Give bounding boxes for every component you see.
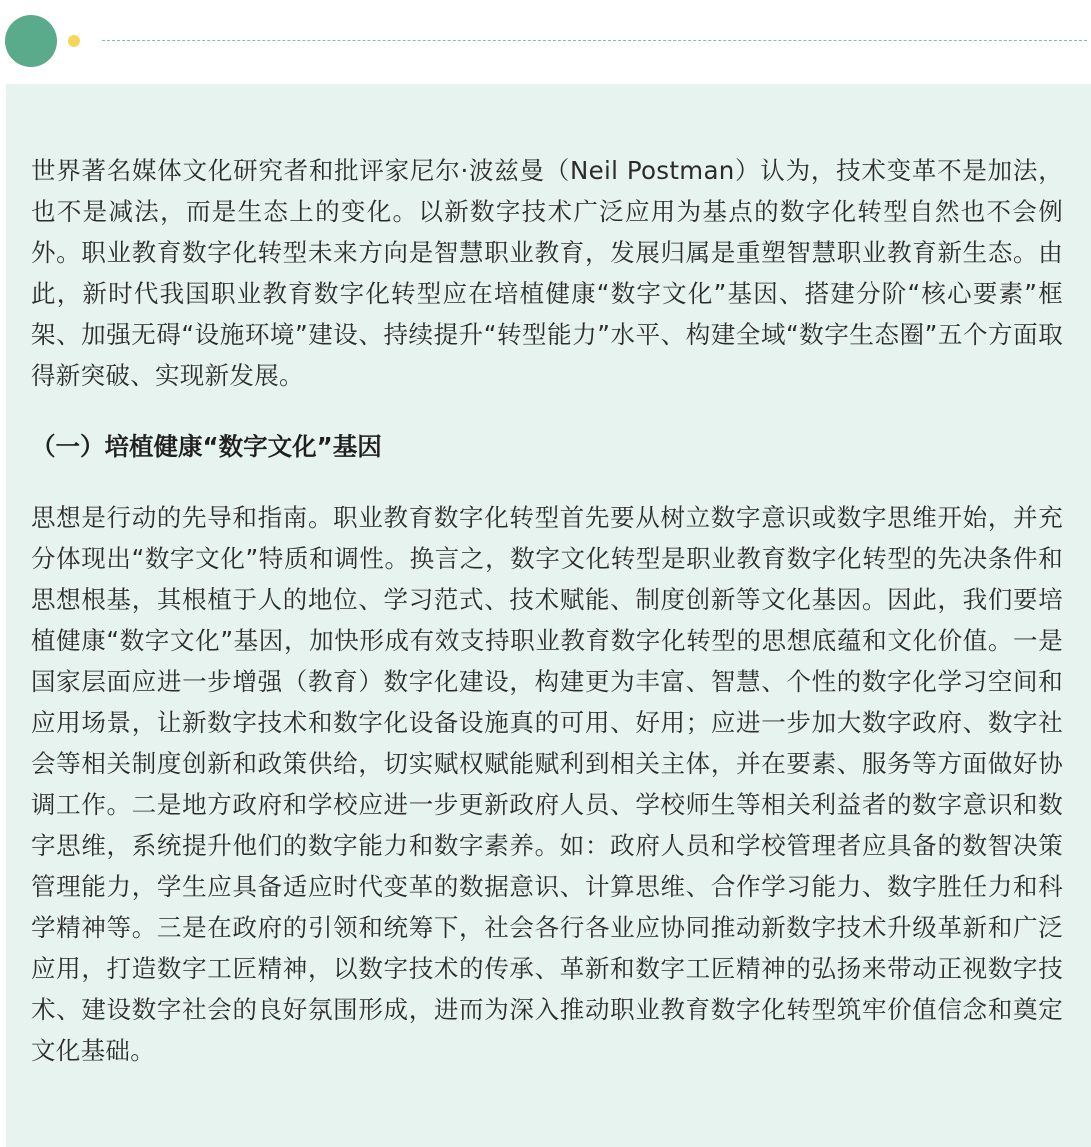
section-heading: （一）培植健康“数字文化”基因 [31, 432, 382, 461]
intro-paragraph: 世界著名媒体文化研究者和批评家尼尔·波兹曼（Neil Postman）认为，技术变革不是加法，也不是减法，而是生态上的变化。以新数字技术广泛应用为基点的数字化转型自然也不会例外。职业教育数字化转型未来方向是智慧职业教育，发展归属是重塑智慧职业教育新生态。由此，新时代我国职业教育数字化转型应在培植健康“数字文化”基因、搭建分阶“核心要素”框架、加强无碍“设施环境”建设、持续提升“转型能力”水平、构建全域“数字生态圈”五个方面取得新突破、实现新发展。 [31, 156, 1063, 390]
article-content [31, 150, 1063, 1071]
article-panel [6, 84, 1091, 1147]
header-decoration [0, 0, 1091, 80]
green-circle-icon [5, 15, 57, 67]
yellow-dot-icon [68, 35, 80, 47]
section-body-paragraph: 思想是行动的先导和指南。职业教育数字化转型首先要从树立数字意识或数字思维开始，并充分体现出“数字文化”特质和调性。换言之，数字文化转型是职业教育数字化转型的先决条件和思想根基，其根植于人的地位、学习范式、技术赋能、制度创新等文化基因。因此，我们要培植健康“数字文化”基因，加快形成有效支持职业教育数字化转型的思想底蕴和文化价值。一是国家层面应进一步增强（教育）数字化建设，构建更为丰富、智慧、个性的数字化学习空间和应用场景，让新数字技术和数字化设备设施真的可用、好用；应进一步加大数字政府、数字社会等相关制度创新和政策供给，切实赋权赋能赋利到相关主体，并在要素、服务等方面做好协调工作。二是地方政府和学校应进一步更新政府人员、学校师生等相关利益者的数字意识和数字思维，系统提升他们的数字能力和数字素养。如：政府人员和学校管理者应具备的数智决策管理能力，学生应具备适应时代变革的数据意识、计算思维、合作学习能力、数字胜任力和科学精神等。三是在政府的引领和统筹下，社会各行各业应协同推动新数字技术升级革新和广泛应用，打造数字工匠精神，以数字技术的传承、革新和数字工匠精神的弘扬来带动正视数字技术、建设数字社会的良好氛围形成，进而为深入推动职业教育数字化转型筑牢价值信念和奠定文化基础。 [31, 503, 1063, 1065]
dashed-divider [102, 40, 1087, 41]
